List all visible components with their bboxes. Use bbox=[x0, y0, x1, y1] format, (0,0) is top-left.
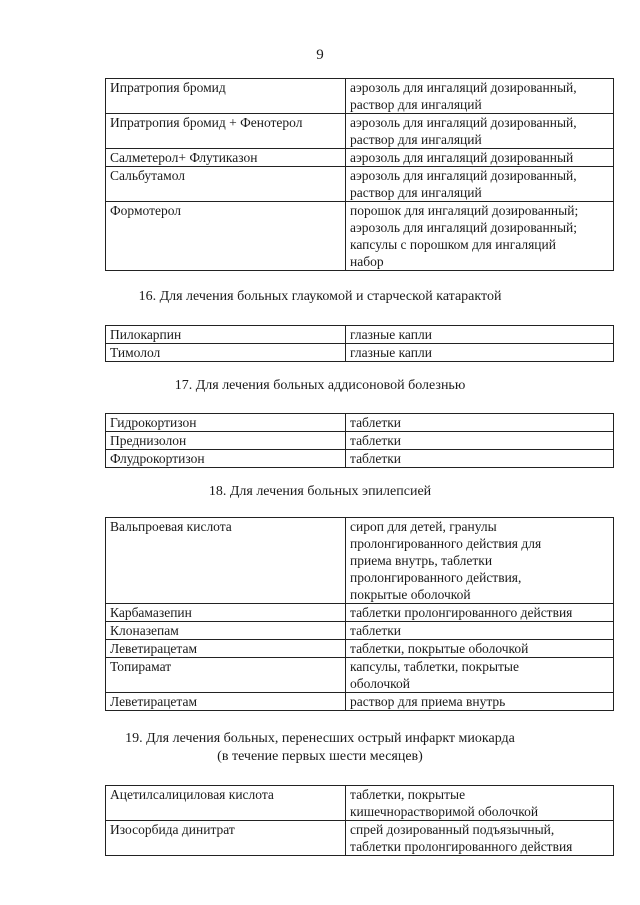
drug-name-cell: Гидрокортизон bbox=[106, 414, 346, 432]
dosage-form-line: таблетки, покрытые bbox=[350, 787, 466, 802]
table-row bbox=[106, 640, 614, 658]
dosage-form-line: глазные капли bbox=[350, 345, 432, 360]
section-17-table bbox=[105, 413, 611, 468]
section-19-heading bbox=[0, 730, 640, 766]
table-row bbox=[106, 114, 614, 149]
dosage-form-cell bbox=[346, 821, 614, 856]
dosage-form-line: аэрозоль для ингаляций дозированный; bbox=[350, 220, 578, 235]
table-row bbox=[106, 344, 614, 362]
dosage-form-cell bbox=[346, 786, 614, 821]
dosage-form-cell bbox=[346, 202, 614, 271]
drug-name-cell: Преднизолон bbox=[106, 432, 346, 450]
dosage-form-cell bbox=[346, 167, 614, 202]
drug-name-cell: Клоназепам bbox=[106, 622, 346, 640]
dosage-form-cell bbox=[346, 518, 614, 604]
section-16-heading bbox=[0, 288, 640, 306]
dosage-form-line: аэрозоль для ингаляций дозированный, bbox=[350, 168, 577, 183]
dosage-form-line: аэрозоль для ингаляций дозированный, bbox=[350, 80, 577, 95]
dosage-form-cell bbox=[346, 432, 614, 450]
dosage-form-line: таблетки пролонгированного действия bbox=[350, 839, 573, 854]
section-continued-table bbox=[105, 78, 611, 271]
dosage-form-cell bbox=[346, 658, 614, 693]
page-number: 9 bbox=[316, 47, 324, 63]
dosage-form-cell bbox=[346, 79, 614, 114]
table-row bbox=[106, 202, 614, 271]
dosage-form-line: таблетки bbox=[350, 623, 402, 638]
dosage-form-line: пролонгированного действия, bbox=[350, 570, 522, 585]
table-row bbox=[106, 432, 614, 450]
dosage-form-line: таблетки bbox=[350, 433, 402, 448]
dosage-form-line: спрей дозированный подъязычный, bbox=[350, 822, 555, 837]
dosage-form-line: оболочкой bbox=[350, 676, 410, 691]
drug-table bbox=[105, 517, 614, 711]
drug-name-cell: Леветирацетам bbox=[106, 640, 346, 658]
drug-table bbox=[105, 785, 614, 856]
dosage-form-line: приема внутрь, таблетки bbox=[350, 553, 493, 568]
drug-name-cell: Сальбутамол bbox=[106, 167, 346, 202]
dosage-form-line: глазные капли bbox=[350, 327, 432, 342]
table-row bbox=[106, 167, 614, 202]
dosage-form-line: таблетки bbox=[350, 415, 402, 430]
drug-name-cell: Формотерол bbox=[106, 202, 346, 271]
table-row bbox=[106, 79, 614, 114]
dosage-form-line: раствор для приема внутрь bbox=[350, 694, 506, 709]
drug-name-cell: Пилокарпин bbox=[106, 326, 346, 344]
drug-table bbox=[105, 78, 614, 271]
drug-name-cell: Карбамазепин bbox=[106, 604, 346, 622]
dosage-form-line: порошок для ингаляций дозированный; bbox=[350, 203, 579, 218]
drug-name-cell: Топирамат bbox=[106, 658, 346, 693]
drug-name-cell: Вальпроевая кислота bbox=[106, 518, 346, 604]
dosage-form-cell bbox=[346, 604, 614, 622]
drug-table bbox=[105, 413, 614, 468]
dosage-form-line: таблетки, покрытые оболочкой bbox=[350, 641, 529, 656]
drug-name-cell: Тимолол bbox=[106, 344, 346, 362]
dosage-form-cell bbox=[346, 693, 614, 711]
dosage-form-cell bbox=[346, 344, 614, 362]
table-row bbox=[106, 693, 614, 711]
section-16-table bbox=[105, 325, 611, 362]
table-row bbox=[106, 604, 614, 622]
drug-name-cell: Изосорбида динитрат bbox=[106, 821, 346, 856]
section-heading-line: (в течение первых шести месяцев) bbox=[217, 749, 423, 764]
dosage-form-line: покрытые оболочкой bbox=[350, 587, 471, 602]
table-row bbox=[106, 326, 614, 344]
section-heading-line: 19. Для лечения больных, перенесших острый инфаркт миокарда bbox=[125, 731, 515, 746]
dosage-form-line: капсулы с порошком для ингаляций bbox=[350, 237, 556, 252]
dosage-form-line: таблетки bbox=[350, 451, 402, 466]
dosage-form-line: аэрозоль для ингаляций дозированный, bbox=[350, 115, 577, 130]
table-row bbox=[106, 414, 614, 432]
table-row bbox=[106, 821, 614, 856]
table-row bbox=[106, 450, 614, 468]
dosage-form-line: капсулы, таблетки, покрытые bbox=[350, 659, 519, 674]
drug-name-cell: Леветирацетам bbox=[106, 693, 346, 711]
dosage-form-line: раствор для ингаляций bbox=[350, 132, 482, 147]
dosage-form-cell bbox=[346, 326, 614, 344]
section-19-table bbox=[105, 785, 611, 856]
table-row bbox=[106, 622, 614, 640]
dosage-form-line: пролонгированного действия для bbox=[350, 536, 542, 551]
drug-name-cell: Салметерол+ Флутиказон bbox=[106, 149, 346, 167]
section-heading-line: 18. Для лечения больных эпилепсией bbox=[208, 484, 432, 499]
drug-name-cell: Ипратропия бромид + Фенотерол bbox=[106, 114, 346, 149]
dosage-form-cell bbox=[346, 414, 614, 432]
dosage-form-line: аэрозоль для ингаляций дозированный bbox=[350, 150, 574, 165]
section-18-heading bbox=[0, 483, 640, 501]
dosage-form-line: раствор для ингаляций bbox=[350, 97, 482, 112]
section-17-heading bbox=[0, 377, 640, 395]
table-row bbox=[106, 786, 614, 821]
dosage-form-cell bbox=[346, 640, 614, 658]
table-row bbox=[106, 149, 614, 167]
dosage-form-cell bbox=[346, 149, 614, 167]
drug-name-cell: Флудрокортизон bbox=[106, 450, 346, 468]
dosage-form-line: таблетки пролонгированного действия bbox=[350, 605, 573, 620]
dosage-form-line: сироп для детей, гранулы bbox=[350, 519, 497, 534]
drug-name-cell: Ипратропия бромид bbox=[106, 79, 346, 114]
section-heading-line: 16. Для лечения больных глаукомой и старческой катарактой bbox=[138, 289, 502, 304]
dosage-form-cell bbox=[346, 622, 614, 640]
table-row bbox=[106, 518, 614, 604]
dosage-form-line: раствор для ингаляций bbox=[350, 185, 482, 200]
dosage-form-line: набор bbox=[350, 254, 384, 269]
dosage-form-cell bbox=[346, 450, 614, 468]
section-18-table bbox=[105, 517, 611, 711]
drug-name-cell: Ацетилсалициловая кислота bbox=[106, 786, 346, 821]
table-row bbox=[106, 658, 614, 693]
drug-table bbox=[105, 325, 614, 362]
dosage-form-cell bbox=[346, 114, 614, 149]
section-heading-line: 17. Для лечения больных аддисоновой болезнью bbox=[174, 378, 466, 393]
dosage-form-line: кишечнорастворимой оболочкой bbox=[350, 804, 539, 819]
